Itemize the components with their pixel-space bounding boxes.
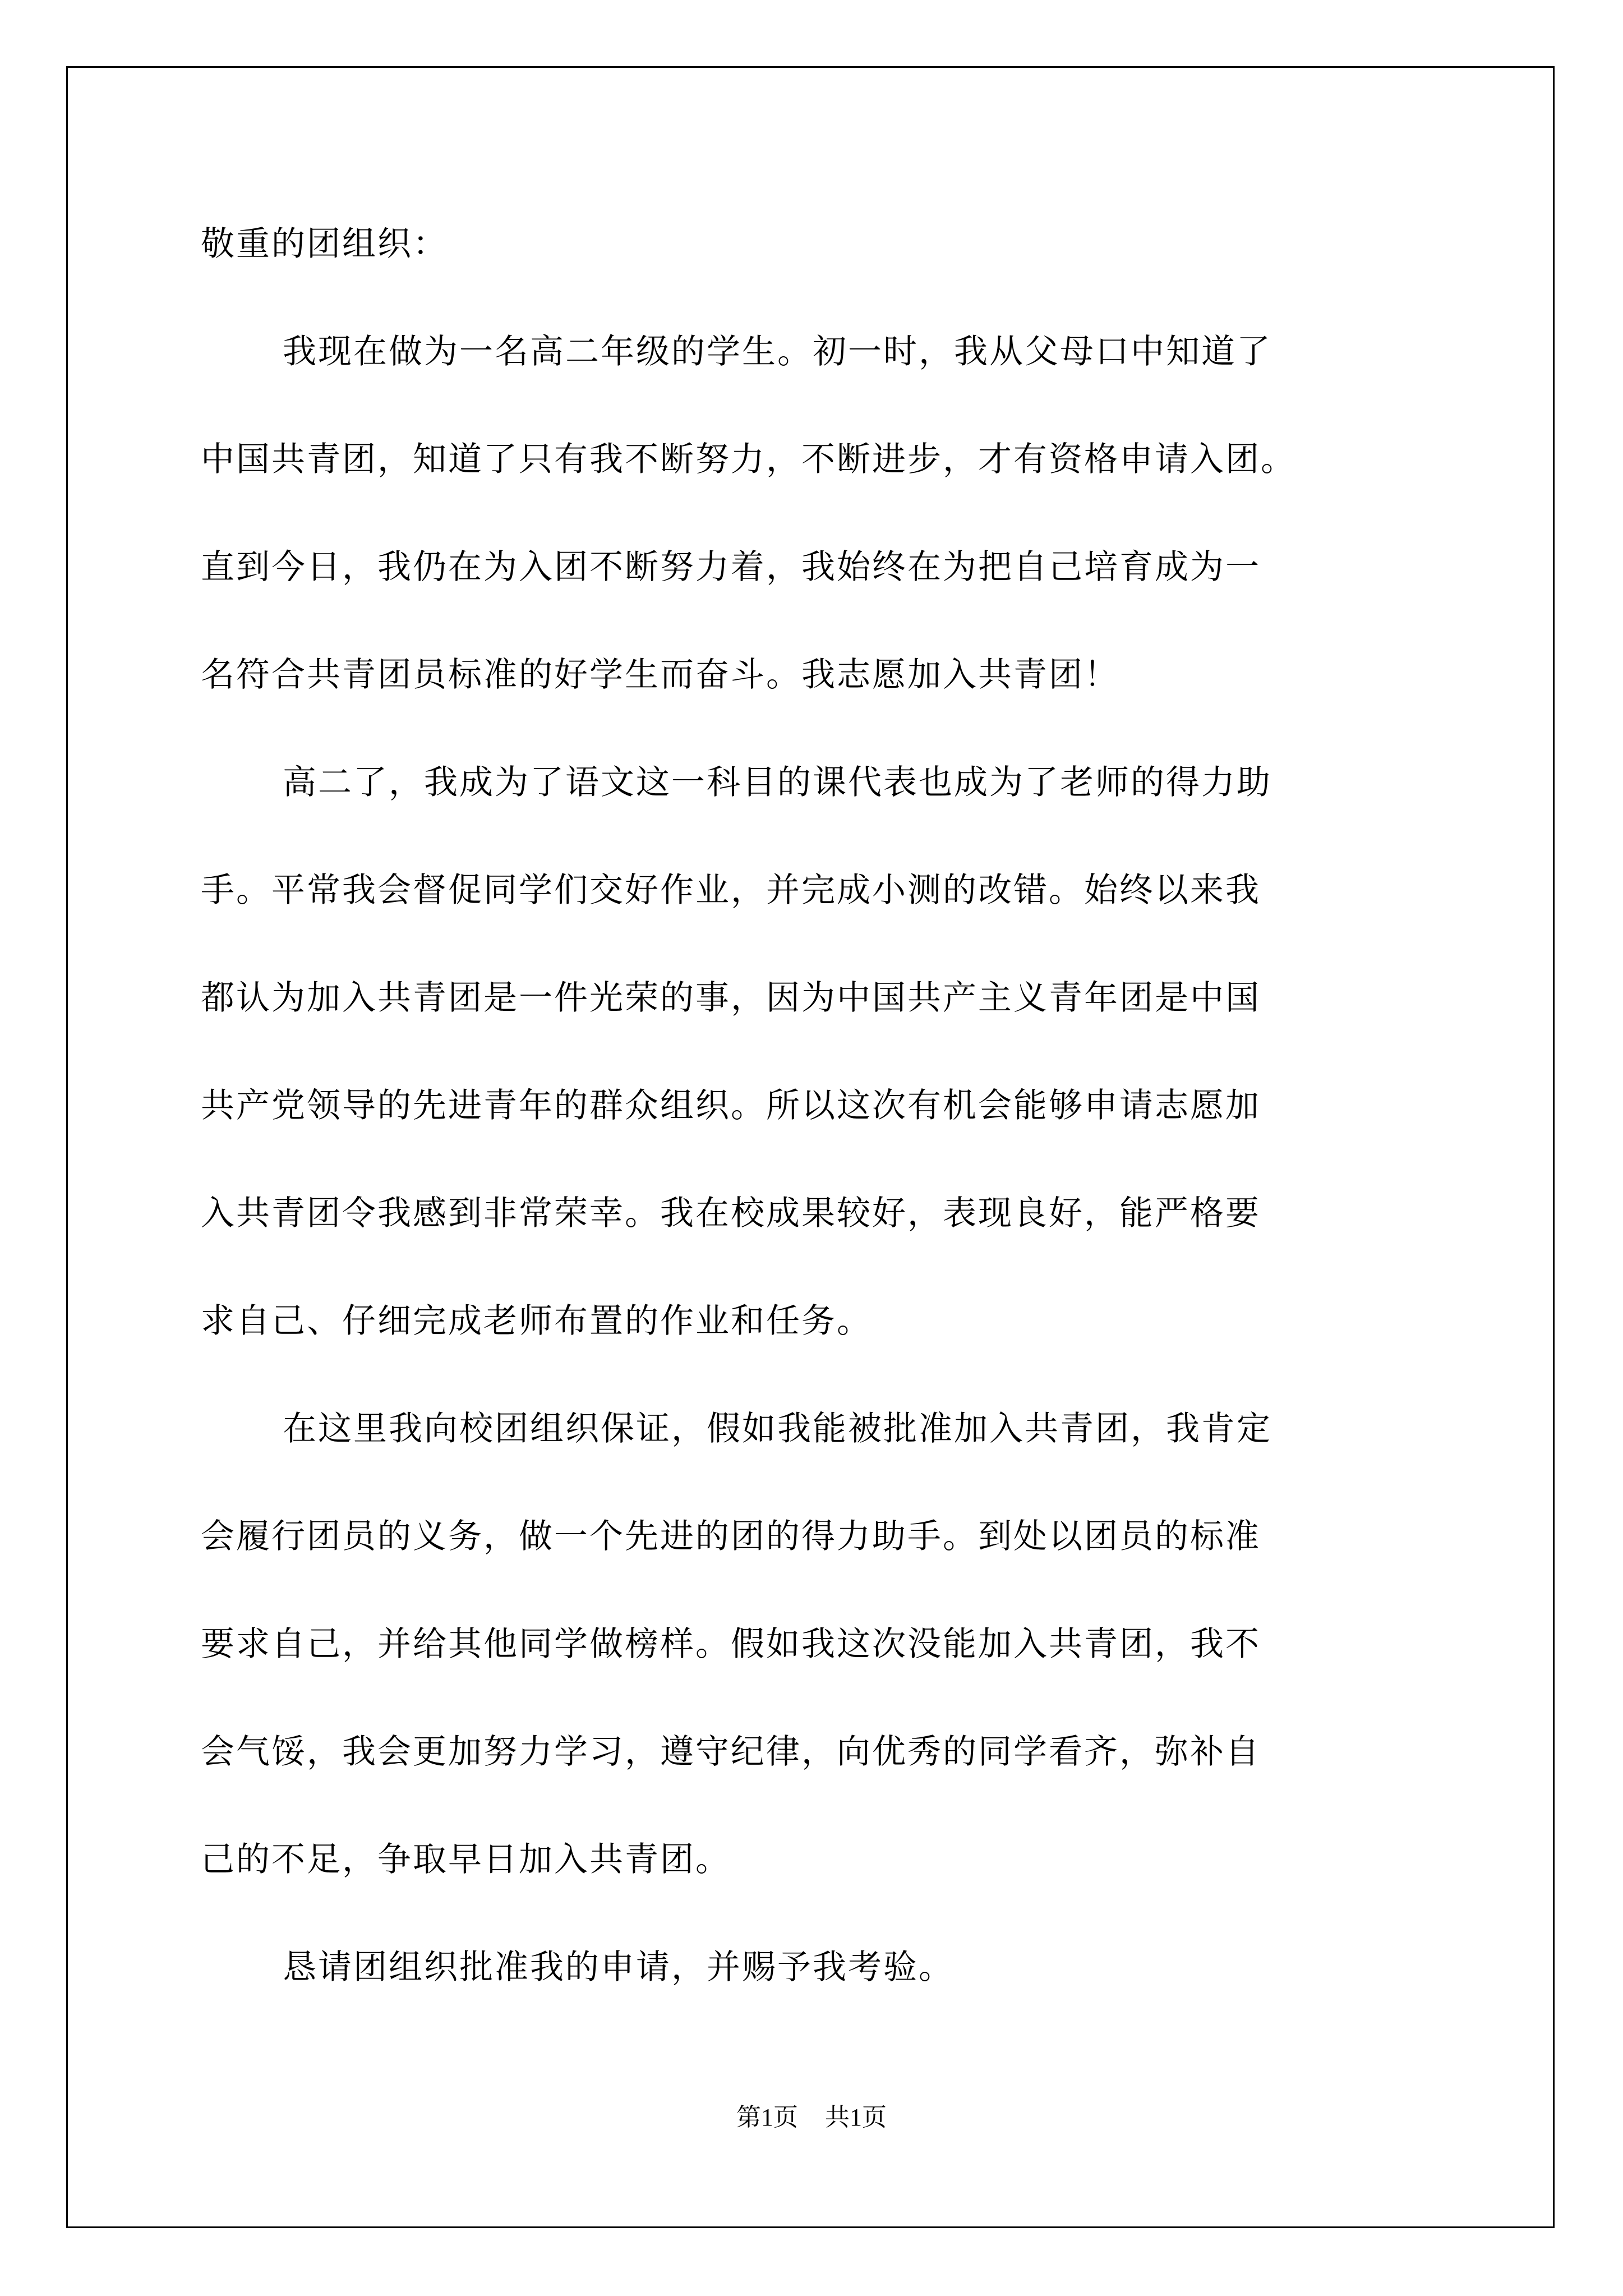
paragraph-line: 名符合共青团员标准的好学生而奋斗。我志愿加入共青团！ xyxy=(201,655,1119,694)
page-number: 第1页 xyxy=(736,2104,798,2131)
paragraph-line: 要求自己，并给其他同学做榜样。假如我这次没能加入共青团，我不 xyxy=(201,1625,1261,1664)
salutation: 敬重的团组织： xyxy=(201,224,448,264)
paragraph-line: 我现在做为一名高二年级的学生。初一时，我从父母口中知道了 xyxy=(283,332,1272,371)
paragraph-line: 共产党领导的先进青年的群众组织。所以这次有机会能够申请志愿加 xyxy=(201,1086,1261,1125)
paragraph-line: 恳请团组织批准我的申请，并赐予我考验。 xyxy=(283,1948,954,1987)
paragraph-line: 手。平常我会督促同学们交好作业，并完成小测的改错。始终以来我 xyxy=(201,871,1261,910)
paragraph-line: 直到今日，我仍在为入团不断努力着，我始终在为把自己培育成为一 xyxy=(201,547,1261,587)
paragraph-line: 在这里我向校团组织保证，假如我能被批准加入共青团，我肯定 xyxy=(283,1409,1272,1448)
paragraph-line: 都认为加入共青团是一件光荣的事，因为中国共产主义青年团是中国 xyxy=(201,978,1261,1018)
paragraph-line: 高二了，我成为了语文这一科目的课代表也成为了老师的得力助 xyxy=(283,763,1272,802)
paragraph-line: 求自己、仔细完成老师布置的作业和任务。 xyxy=(201,1301,872,1341)
paragraph-line: 己的不足，争取早日加入共青团。 xyxy=(201,1840,731,1879)
paragraph-line: 会气馁，我会更加努力学习，遵守纪律，向优秀的同学看齐，弥补自 xyxy=(201,1732,1261,1772)
paragraph-line: 入共青团令我感到非常荣幸。我在校成果较好，表现良好，能严格要 xyxy=(201,1194,1261,1233)
document-body xyxy=(201,222,1435,2053)
page-footer xyxy=(0,2097,1623,2133)
page-total: 共1页 xyxy=(825,2104,887,2131)
paragraph-line: 中国共青团，知道了只有我不断努力，不断进步，才有资格申请入团。 xyxy=(201,440,1296,479)
paragraph-line: 会履行团员的义务，做一个先进的团的得力助手。到处以团员的标准 xyxy=(201,1517,1261,1556)
